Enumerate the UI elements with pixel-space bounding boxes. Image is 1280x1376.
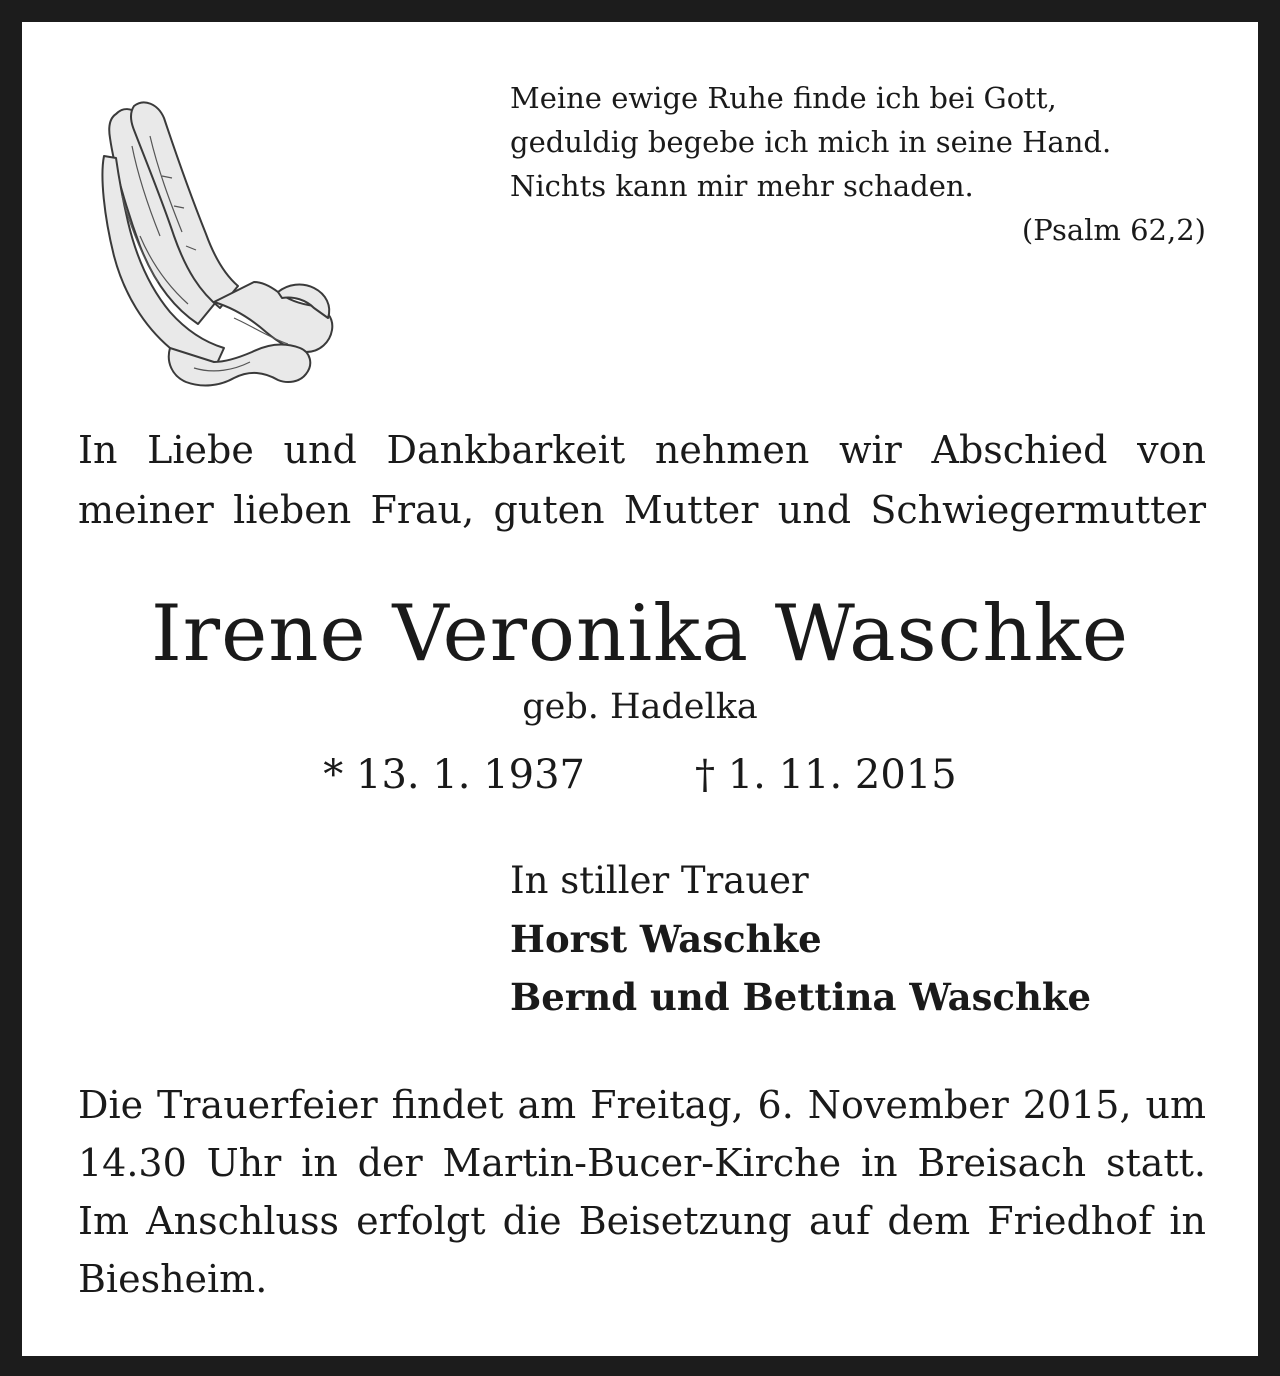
intro-line: In Liebe und Dankbarkeit nehmen wir Abschied von [78, 428, 1206, 472]
psalm-quote [510, 76, 1206, 252]
service-line: Im Anschluss erfolgt die Beisetzung auf dem Friedhof in [78, 1199, 1206, 1243]
birth-date: * 13. 1. 1937 [323, 752, 585, 798]
mourners-heading: In stiller Trauer [510, 859, 809, 902]
obituary-notice [22, 22, 1258, 1356]
intro-text [78, 420, 1206, 540]
life-dates [22, 748, 1258, 802]
mourner-name: Bernd und Bettina Waschke [510, 975, 1092, 1019]
funeral-service-info [78, 1076, 1206, 1308]
quote-line: geduldig begebe ich mich in seine Hand. [510, 125, 1112, 159]
maiden-name: geb. Hadelka [522, 687, 758, 727]
intro-line: meiner lieben Frau, guten Mutter und Schwiegermutter [78, 488, 1206, 532]
quote-reference: (Psalm 62,2) [1021, 213, 1206, 247]
death-date: † 1. 11. 2015 [695, 752, 957, 798]
deceased-name: Irene Veronika Waschke [150, 589, 1130, 679]
mourner-name: Horst Waschke [510, 917, 822, 961]
quote-line: Nichts kann mir mehr schaden. [510, 169, 974, 203]
quote-line: Meine ewige Ruhe finde ich bei Gott, [510, 81, 1057, 115]
service-line: 14.30 Uhr in der Martin-Bucer-Kirche in Breisach statt. [78, 1141, 1206, 1185]
service-line: Biesheim. [78, 1257, 268, 1301]
service-line: Die Trauerfeier findet am Freitag, 6. November 2015, um [78, 1083, 1206, 1127]
praying-hands-icon [74, 86, 342, 394]
mourners-block [510, 852, 1210, 1026]
